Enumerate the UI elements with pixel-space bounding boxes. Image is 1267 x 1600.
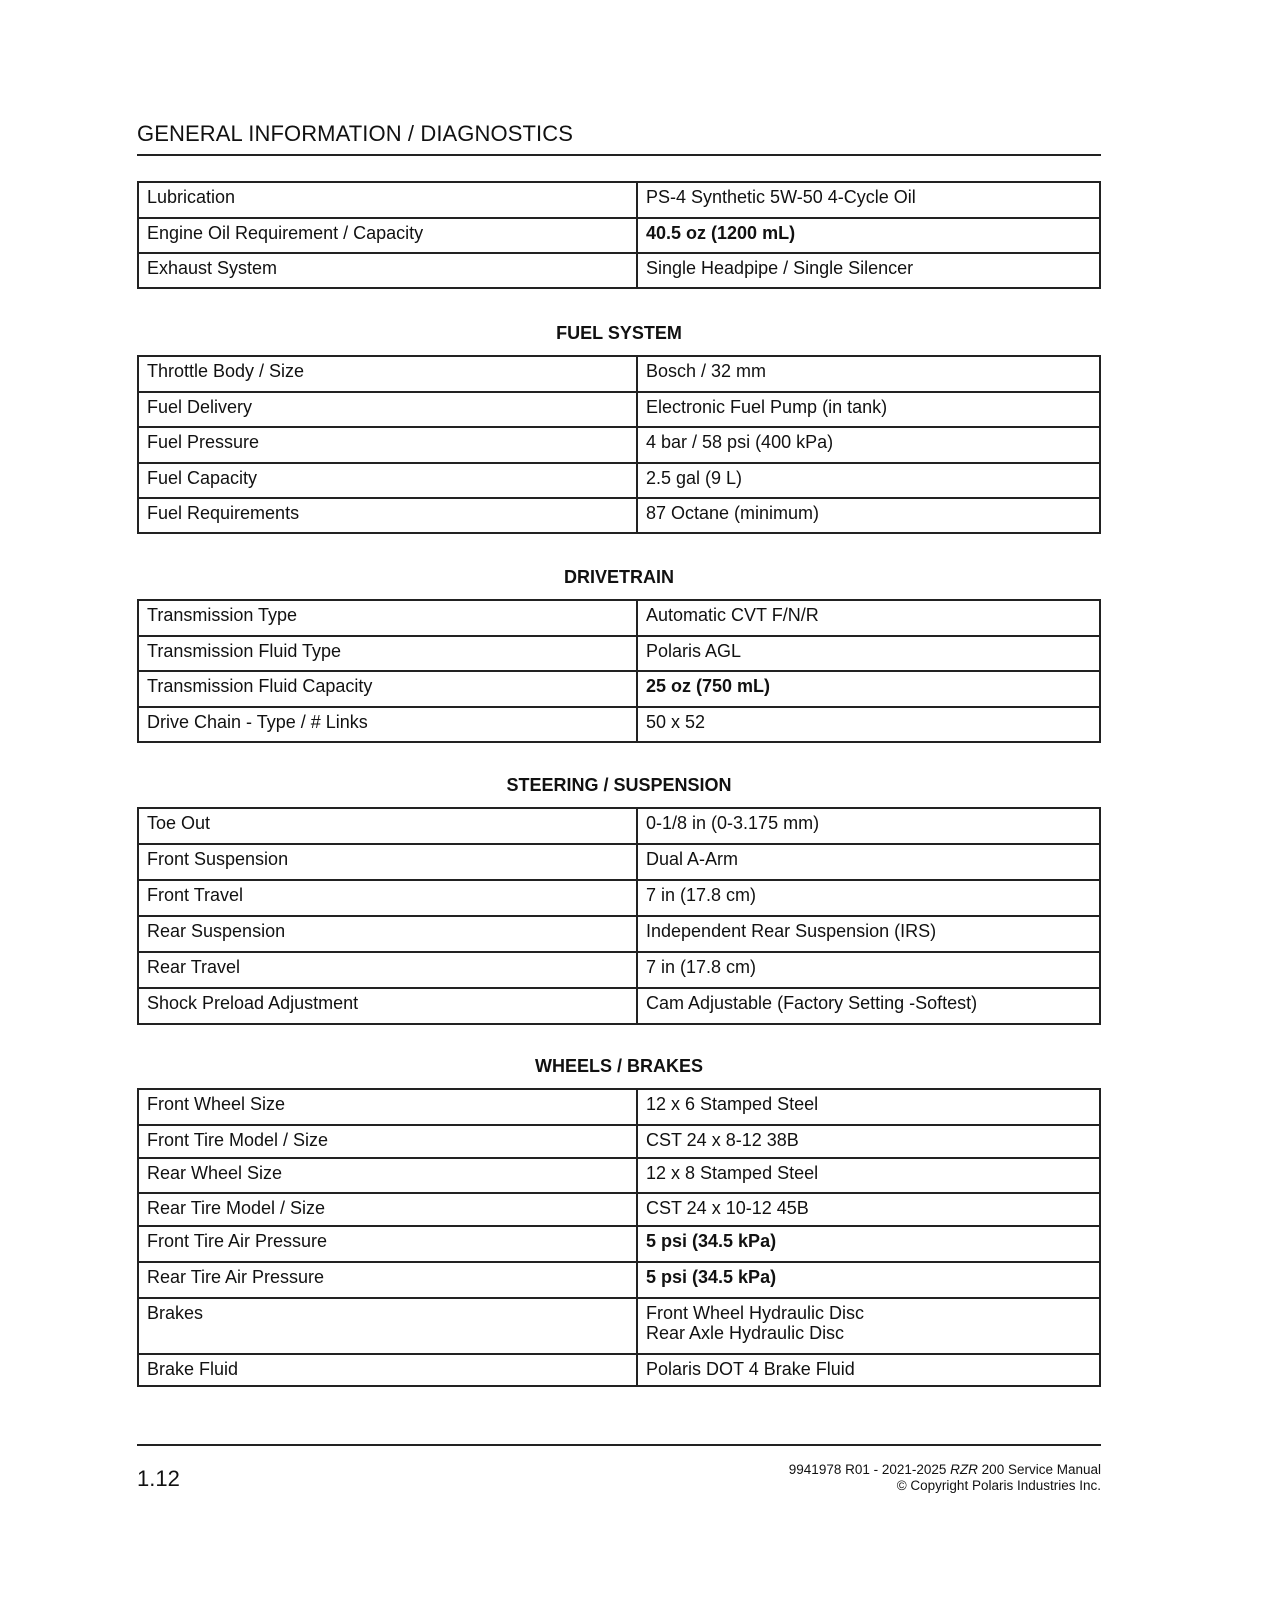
spec-value: Independent Rear Suspension (IRS) xyxy=(637,916,1100,952)
table-row xyxy=(138,427,1100,463)
section-title-drivetrain: DRIVETRAIN xyxy=(563,567,674,587)
spec-value: Single Headpipe / Single Silencer xyxy=(637,253,1100,288)
spec-label: Throttle Body / Size xyxy=(138,356,637,392)
table-row xyxy=(138,498,1100,533)
table-row xyxy=(138,182,1100,218)
table-row xyxy=(138,1125,1100,1158)
table-row xyxy=(138,1298,1100,1354)
spec-value: Cam Adjustable (Factory Setting -Softest) xyxy=(637,988,1100,1024)
table-row xyxy=(138,463,1100,498)
spec-value: Polaris AGL xyxy=(637,636,1100,671)
header-divider xyxy=(137,154,1101,156)
section-title-steering-suspension: STEERING / SUSPENSION xyxy=(506,775,732,795)
spec-value: 2.5 gal (9 L) xyxy=(637,463,1100,498)
table-row xyxy=(138,952,1100,988)
table-row xyxy=(138,916,1100,952)
spec-label: Rear Tire Model / Size xyxy=(138,1193,637,1226)
spec-label: Brake Fluid xyxy=(138,1354,637,1386)
general-spec-table xyxy=(137,181,1101,289)
spec-value: 4 bar / 58 psi (400 kPa) xyxy=(637,427,1100,463)
spec-value: 87 Octane (minimum) xyxy=(637,498,1100,533)
spec-value: CST 24 x 10-12 45B xyxy=(637,1193,1100,1226)
manual-title-model: RZR xyxy=(950,1462,978,1477)
section-title-fuel-system: FUEL SYSTEM xyxy=(556,323,682,343)
spec-label: Lubrication xyxy=(138,182,637,218)
spec-label: Rear Wheel Size xyxy=(138,1158,637,1193)
spec-label: Transmission Fluid Capacity xyxy=(138,671,637,707)
manual-title-post: 200 Service Manual xyxy=(977,1462,1101,1477)
table-row xyxy=(138,707,1100,742)
spec-value: Bosch / 32 mm xyxy=(637,356,1100,392)
spec-label: Fuel Delivery xyxy=(138,392,637,427)
table-row xyxy=(138,356,1100,392)
spec-label: Engine Oil Requirement / Capacity xyxy=(138,218,637,253)
spec-value: 5 psi (34.5 kPa) xyxy=(637,1226,1100,1262)
spec-value: Automatic CVT F/N/R xyxy=(637,600,1100,636)
spec-value: 5 psi (34.5 kPa) xyxy=(637,1262,1100,1298)
table-row xyxy=(138,1158,1100,1193)
footer-divider xyxy=(137,1444,1101,1446)
spec-label: Drive Chain - Type / # Links xyxy=(138,707,637,742)
wheels-brakes-table xyxy=(137,1088,1101,1387)
table-row xyxy=(138,253,1100,288)
steering-suspension-table xyxy=(137,807,1101,1025)
manual-title-pre: 9941978 R01 - 2021-2025 xyxy=(788,1462,951,1477)
table-row xyxy=(138,600,1100,636)
table-row xyxy=(138,880,1100,916)
table-row xyxy=(138,1226,1100,1262)
fuel-system-table xyxy=(137,355,1101,534)
spec-value: 7 in (17.8 cm) xyxy=(637,880,1100,916)
spec-value: 40.5 oz (1200 mL) xyxy=(637,218,1100,253)
spec-value: 12 x 8 Stamped Steel xyxy=(637,1158,1100,1193)
spec-value: Polaris DOT 4 Brake Fluid xyxy=(637,1354,1100,1386)
table-row xyxy=(138,671,1100,707)
spec-value: Front Wheel Hydraulic Disc Rear Axle Hydraulic Disc xyxy=(637,1298,1100,1354)
spec-value: 25 oz (750 mL) xyxy=(637,671,1100,707)
spec-value: 12 x 6 Stamped Steel xyxy=(637,1089,1100,1125)
table-row xyxy=(138,392,1100,427)
table-row xyxy=(138,1262,1100,1298)
spec-label: Front Travel xyxy=(138,880,637,916)
spec-label: Front Tire Air Pressure xyxy=(138,1226,637,1262)
spec-label: Rear Tire Air Pressure xyxy=(138,1262,637,1298)
spec-label: Rear Suspension xyxy=(138,916,637,952)
spec-label: Transmission Type xyxy=(138,600,637,636)
spec-label: Fuel Requirements xyxy=(138,498,637,533)
spec-value: Electronic Fuel Pump (in tank) xyxy=(637,392,1100,427)
spec-value: 50 x 52 xyxy=(637,707,1100,742)
copyright-text: © Copyright Polaris Industries Inc. xyxy=(896,1478,1101,1493)
table-row xyxy=(138,1089,1100,1125)
spec-label: Transmission Fluid Type xyxy=(138,636,637,671)
drivetrain-table xyxy=(137,599,1101,743)
spec-label: Front Wheel Size xyxy=(138,1089,637,1125)
spec-value: 7 in (17.8 cm) xyxy=(637,952,1100,988)
spec-value: Dual A-Arm xyxy=(637,844,1100,880)
spec-label: Shock Preload Adjustment xyxy=(138,988,637,1024)
footer-info xyxy=(789,1462,1101,1494)
table-row xyxy=(138,988,1100,1024)
page-title: GENERAL INFORMATION / DIAGNOSTICS xyxy=(137,121,574,146)
spec-label: Front Tire Model / Size xyxy=(138,1125,637,1158)
spec-label: Brakes xyxy=(138,1298,637,1354)
table-row xyxy=(138,1193,1100,1226)
table-row xyxy=(138,808,1100,844)
table-row xyxy=(138,1354,1100,1386)
spec-value: CST 24 x 8-12 38B xyxy=(637,1125,1100,1158)
spec-label: Front Suspension xyxy=(138,844,637,880)
section-title-wheels-brakes: WHEELS / BRAKES xyxy=(534,1056,703,1076)
table-row xyxy=(138,844,1100,880)
spec-label: Toe Out xyxy=(138,808,637,844)
spec-label: Rear Travel xyxy=(138,952,637,988)
table-row xyxy=(138,636,1100,671)
table-row xyxy=(138,218,1100,253)
spec-value: PS-4 Synthetic 5W-50 4-Cycle Oil xyxy=(637,182,1100,218)
spec-label: Fuel Capacity xyxy=(138,463,637,498)
spec-label: Fuel Pressure xyxy=(138,427,637,463)
spec-value: 0-1/8 in (0-3.175 mm) xyxy=(637,808,1100,844)
manual-title xyxy=(789,1462,1101,1478)
page-number: 1.12 xyxy=(137,1466,180,1491)
spec-label: Exhaust System xyxy=(138,253,637,288)
